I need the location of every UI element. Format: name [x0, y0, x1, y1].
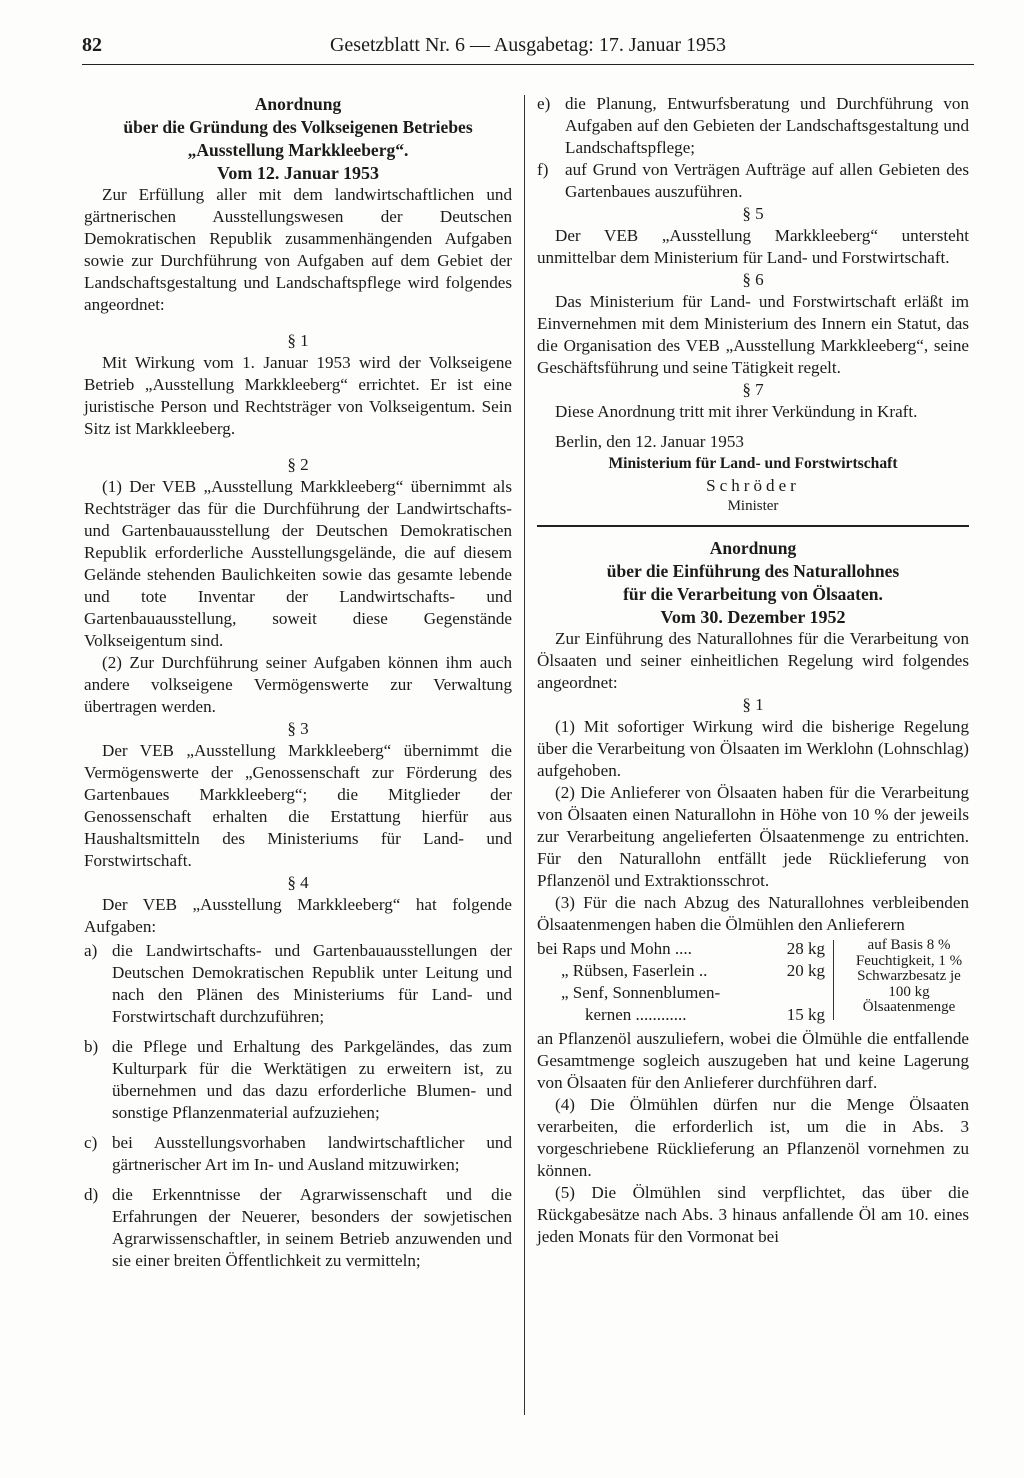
rate-row	[537, 938, 692, 960]
preamble: Zur Erfüllung aller mit dem landwirtschaftlichen und gärtnerischen Ausstellungswesen der Deutschen Demokratischen Republik zusammenhängenden Aufgaben sowie zur Durchführung von Aufgaben auf dem Gebiet der Landschaftsgestaltung und Landschaftspflege wird folgendes angeordnet:	[84, 185, 512, 314]
rates-table	[537, 938, 969, 1026]
section-text: Der VEB „Ausstellung Markkleeberg“ hat folgende Aufgaben:	[84, 895, 512, 936]
section-heading: § 3	[287, 719, 309, 738]
section-paragraph: (4) Die Ölmühlen dürfen nur die Menge Ölsaaten verarbeiten, die erforderlich ist, um die in Abs. 3 vorgeschriebene Rücklieferung an Pflanzenöl vornehmen zu können.	[537, 1095, 969, 1180]
rate-value: 28 kg	[786, 939, 825, 958]
left-column	[84, 93, 512, 1272]
rates-note: auf Basis 8 % Feuchtigkeit, 1 % Schwarzbesatz je 100 kg Ölsaatenmenge	[855, 937, 963, 1016]
running-title: Gesetzblatt Nr. 6 — Ausgabetag: 17. Januar 1953	[329, 34, 727, 56]
rate-value: 15 kg	[786, 1005, 825, 1024]
section-text: Der VEB „Ausstellung Markkleeberg“ übernimmt die Vermögenswerte der „Genossenschaft zur Förderung des Gartenbaues Markkleeberg“; die Mitglieder der Genossenschaft erhalten die Erstattung hierfür aus Haushaltsmitteln des Ministeriums für Land- und Forstwirtschaft.	[84, 741, 512, 870]
rate-row	[561, 982, 720, 1004]
section-paragraph: (2) Die Anlieferer von Ölsaaten haben für die Verarbeitung von Ölsaaten einen Naturallohn in Höhe von 10 % der jeweils zur Verarbeitung angelieferten Ölsaatenmenge zu entrichten. Für den Naturallohn entfällt jede Rücklieferung von Pflanzenöl und Extraktionsschrot.	[537, 783, 969, 890]
section-heading: § 1	[287, 331, 309, 350]
bracket	[833, 940, 844, 1020]
section-paragraph: (5) Die Ölmühlen sind verpflichtet, das über die Rückgabesätze nach Abs. 3 hinaus anfallende Öl am 10. eines jeden Monats für den Vormonat bei	[537, 1183, 969, 1246]
section-heading: § 7	[742, 380, 764, 399]
section-paragraph: (1) Der VEB „Ausstellung Markkleeberg“ übernimmt als Rechtsträger das für die Durchführung der Landwirtschafts- und Gartenbauausstellung der Deutschen Demokratischen Republik erforderliche Ausstellungsgelände, die auf diesem Gelände stehenden Baulichkeiten sowie das gesamte lebende und tote Inventar der Landwirtschafts- und Gartenbauausstellung, soweit diese Gegenstände Volkseigentum sind.	[84, 477, 512, 650]
ordinance-title-line: über die Einführung des Naturallohnes	[606, 561, 900, 581]
section-heading: § 4	[287, 873, 309, 892]
section-heading: § 2	[287, 455, 309, 474]
task-list	[84, 940, 512, 1272]
section-heading: § 6	[742, 270, 764, 289]
section-paragraph: (1) Mit sofortiger Wirkung wird die bisherige Regelung über die Verarbeitung von Ölsaaten im Werklohn (Lohnschlag) aufgehoben.	[537, 717, 969, 780]
ministry-name: Ministerium für Land- und Forstwirtschaft	[608, 455, 898, 472]
place-date: Berlin, den 12. Januar 1953	[555, 432, 744, 451]
section-paragraph: (3) Für die nach Abzug des Naturallohnes verbleibenden Ölsaatenmengen haben die Ölmühlen den Anlieferern	[537, 893, 969, 934]
rate-row	[585, 1004, 687, 1026]
ordinance-title-line: für die Verarbeitung von Ölsaaten.	[623, 584, 883, 604]
ordinance-title-line: „Ausstellung Markkleeberg“.	[187, 140, 409, 160]
section-heading: § 1	[742, 695, 764, 714]
list-item: a) die Landwirtschafts- und Gartenbauausstellungen der Deutschen Demokratischen Republik unter Leitung und nach den Plänen des Ministeriums für Land- und Forstwirtschaft durchzuführen;	[84, 941, 512, 1026]
page-number: 82	[82, 34, 102, 56]
list-item: d) die Erkenntnisse der Agrarwissenschaft und die Erfahrungen der Neuerer, besonders der sowjetischen Agrarwissenschaftler, in seinem Betrieb anzuwenden und sie einer breiten Öffentlichkeit zu vermitteln;	[84, 1185, 512, 1270]
section-text: Diese Anordnung tritt mit ihrer Verkündung in Kraft.	[555, 402, 918, 421]
signer-name: Schröder	[706, 476, 800, 495]
section-heading: § 5	[742, 204, 764, 223]
list-item: e) die Planung, Entwurfsberatung und Durchführung von Aufgaben auf den Gebieten der Landschaftsgestaltung und Landschaftspflege;	[537, 94, 969, 157]
rate-row	[561, 960, 707, 982]
document-separator	[537, 525, 969, 527]
preamble: Zur Einführung des Naturallohnes für die Verarbeitung von Ölsaaten und seiner einheitlichen Regelung wird folgendes angeordnet:	[537, 629, 969, 692]
list-item: f) auf Grund von Verträgen Aufträge auf allen Gebieten des Gartenbaues auszuführen.	[537, 160, 969, 201]
rate-value: 20 kg	[786, 961, 825, 980]
ordinance-date: Vom 12. Januar 1953	[216, 163, 380, 183]
list-item: b) die Pflege und Erhaltung des Parkgeländes, das zum Kulturpark für die Werktätigen zu erweitern ist, zu übernehmen und das dazu erforderliche Blumen- und sonstige Pflanzenmaterial aufzuziehen;	[84, 1037, 512, 1122]
section-text: Mit Wirkung vom 1. Januar 1953 wird der Volkseigene Betrieb „Ausstellung Markkleeberg“ errichtet. Er ist eine juristische Person und Rechtsträger von Volkseigentum. Sein Sitz ist Markkleeberg.	[84, 353, 512, 438]
section-text: Das Ministerium für Land- und Forstwirtschaft erläßt im Einvernehmen mit dem Ministerium des Innern ein Statut, das die Organisation des VEB „Ausstellung Markkleeberg“, seine Geschäftsführung und seine Tätigkeit regelt.	[537, 292, 969, 377]
section-paragraph: (2) Zur Durchführung seiner Aufgaben können ihm auch andere volkseigene Vermögenswerte zur Verwaltung übertragen werden.	[84, 653, 512, 716]
signer-role: Minister	[727, 498, 779, 514]
task-list-continued	[537, 93, 969, 203]
list-item: c) bei Ausstellungsvorhaben landwirtschaftlicher und gärtnerischer Art im In- und Ausland mitzuwirken;	[84, 1133, 512, 1174]
section-paragraph: an Pflanzenöl auszuliefern, wobei die Ölmühle die entfallende Gesamtmenge sogleich auszugeben hat und keine Lagerung von Ölsaaten für den Anlieferer durchführen darf.	[537, 1029, 969, 1092]
ordinance-title-line: über die Gründung des Volkseigenen Betriebes	[123, 117, 473, 137]
rate-label: „ Rübsen, Faserlein ..	[561, 961, 708, 980]
rate-label: „ Senf, Sonnenblumen-	[561, 983, 721, 1002]
header-rule	[82, 64, 974, 65]
ordinance-title-line: Anordnung	[709, 538, 797, 558]
column-divider	[524, 95, 525, 1415]
page-header	[82, 34, 974, 68]
rate-label: kernen ............	[585, 1005, 687, 1024]
section-text: Der VEB „Ausstellung Markkleeberg“ untersteht unmittelbar dem Ministerium für Land- und Forstwirtschaft.	[537, 226, 969, 267]
ordinance-date: Vom 30. Dezember 1952	[660, 607, 846, 627]
ordinance-title-line: Anordnung	[254, 94, 342, 114]
right-column	[537, 93, 969, 1248]
rate-label: bei Raps und Mohn ....	[537, 939, 692, 958]
